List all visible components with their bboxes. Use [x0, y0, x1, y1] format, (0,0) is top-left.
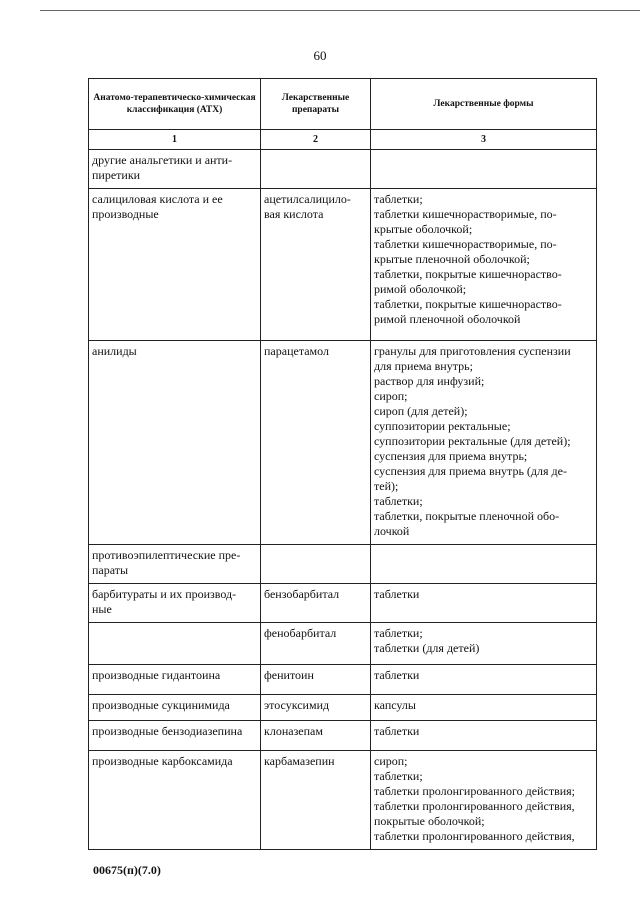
column-number: 3: [371, 130, 597, 150]
atx-cell: [89, 665, 261, 695]
forms-cell: [371, 695, 597, 721]
drug-cell: [261, 189, 371, 341]
cell-line: бензобарбитал: [264, 587, 340, 601]
cell-line: таблетки: [374, 724, 420, 738]
cell-line: фенобарбитал: [264, 626, 337, 640]
table-row: [89, 584, 597, 623]
cell-line: производные бензодиазепина: [92, 724, 243, 738]
cell-line: таблетки: [374, 587, 420, 601]
table-row: [89, 695, 597, 721]
drug-cell: [261, 584, 371, 623]
cell-line: производные гидантоина: [92, 668, 221, 682]
cell-line: таблетки: [374, 668, 420, 682]
cell-line: пиретики: [92, 168, 141, 182]
header-drugs: Лекарственные препараты: [261, 79, 371, 130]
atx-cell: [89, 721, 261, 751]
cell-line: производные сукцинимида: [92, 698, 230, 712]
atx-cell: [89, 623, 261, 665]
cell-line: лочкой: [374, 524, 410, 538]
cell-line: сироп;: [374, 754, 408, 768]
drug-cell: [261, 150, 371, 189]
atx-cell: [89, 545, 261, 584]
cell-line: таблетки;: [374, 769, 423, 783]
cell-line: суспензия для приема внутрь;: [374, 449, 528, 463]
header-atx: Анатомо-терапевтическо-химическая классификация (АТХ): [89, 79, 261, 130]
cell-line: парацетамол: [264, 344, 329, 358]
cell-line: противоэпилептические пре-: [92, 548, 241, 562]
cell-line: таблетки;: [374, 626, 423, 640]
table-row: [89, 665, 597, 695]
table-row: [89, 545, 597, 584]
drug-cell: [261, 623, 371, 665]
cell-line: римой оболочкой;: [374, 282, 467, 296]
medicines-table: [88, 78, 597, 850]
cell-line: салициловая кислота и ее: [92, 192, 223, 206]
column-number: 1: [89, 130, 261, 150]
column-number-row: [89, 130, 597, 150]
top-rule: [40, 10, 640, 11]
cell-line: сироп;: [374, 389, 408, 403]
cell-line: фенитоин: [264, 668, 314, 682]
table-row: [89, 721, 597, 751]
cell-line: таблетки пролонгированного действия;: [374, 784, 576, 798]
cell-line: таблетки;: [374, 494, 423, 508]
forms-cell: [371, 545, 597, 584]
cell-line: этосуксимид: [264, 698, 330, 712]
cell-line: таблетки пролонгированного действия,: [374, 829, 575, 843]
cell-line: клоназепам: [264, 724, 323, 738]
forms-cell: [371, 584, 597, 623]
table-row: [89, 341, 597, 545]
cell-line: вая кислота: [264, 207, 324, 221]
cell-line: для приема внутрь;: [374, 359, 473, 373]
cell-line: ные: [92, 602, 112, 616]
atx-cell: [89, 751, 261, 850]
cell-line: сироп (для детей);: [374, 404, 468, 418]
page-number: 60: [313, 48, 327, 63]
cell-line: ацетилсалицило-: [264, 192, 351, 206]
footer-code: 00675(п)(7.0): [93, 863, 161, 877]
cell-line: таблетки, покрытые пленочной обо-: [374, 509, 560, 523]
cell-line: параты: [92, 563, 129, 577]
cell-line: таблетки (для детей): [374, 641, 480, 655]
atx-cell: [89, 341, 261, 545]
cell-line: капсулы: [374, 698, 416, 712]
cell-line: таблетки, покрытые кишечнораство-: [374, 267, 562, 281]
cell-line: суппозитории ректальные;: [374, 419, 511, 433]
column-number: 2: [261, 130, 371, 150]
drug-cell: [261, 545, 371, 584]
cell-line: производные: [92, 207, 159, 221]
atx-cell: [89, 695, 261, 721]
cell-line: производные карбоксамида: [92, 754, 233, 768]
forms-cell: [371, 341, 597, 545]
cell-line: римой пленочной оболочкой: [374, 312, 521, 326]
cell-line: барбитураты и их производ-: [92, 587, 237, 601]
cell-line: анилиды: [92, 344, 137, 358]
drug-cell: [261, 341, 371, 545]
cell-line: покрытые оболочкой;: [374, 814, 485, 828]
cell-line: крытые пленочной оболочкой;: [374, 252, 530, 266]
forms-cell: [371, 623, 597, 665]
cell-line: таблетки, покрытые кишечнораство-: [374, 297, 562, 311]
drug-cell: [261, 721, 371, 751]
forms-cell: [371, 751, 597, 850]
atx-cell: [89, 189, 261, 341]
cell-line: суспензия для приема внутрь (для де-: [374, 464, 567, 478]
table-row: [89, 623, 597, 665]
cell-line: таблетки кишечнорастворимые, по-: [374, 207, 557, 221]
table-body: [89, 150, 597, 850]
cell-line: карбамазепин: [264, 754, 335, 768]
drug-cell: [261, 695, 371, 721]
forms-cell: [371, 189, 597, 341]
cell-line: таблетки кишечнорастворимые, по-: [374, 237, 557, 251]
header-forms: Лекарственные формы: [371, 79, 597, 130]
cell-line: другие анальгетики и анти-: [92, 153, 233, 167]
cell-line: гранулы для приготовления суспензии: [374, 344, 571, 358]
table-row: [89, 751, 597, 850]
table-row: [89, 189, 597, 341]
forms-cell: [371, 150, 597, 189]
forms-cell: [371, 665, 597, 695]
cell-line: таблетки;: [374, 192, 423, 206]
forms-cell: [371, 721, 597, 751]
cell-line: крытые оболочкой;: [374, 222, 473, 236]
atx-cell: [89, 150, 261, 189]
table-row: [89, 150, 597, 189]
cell-line: суппозитории ректальные (для детей);: [374, 434, 571, 448]
drug-cell: [261, 751, 371, 850]
cell-line: таблетки пролонгированного действия,: [374, 799, 575, 813]
drug-cell: [261, 665, 371, 695]
table-header-row: [89, 79, 597, 130]
cell-line: тей);: [374, 479, 399, 493]
atx-cell: [89, 584, 261, 623]
cell-line: раствор для инфузий;: [374, 374, 485, 388]
